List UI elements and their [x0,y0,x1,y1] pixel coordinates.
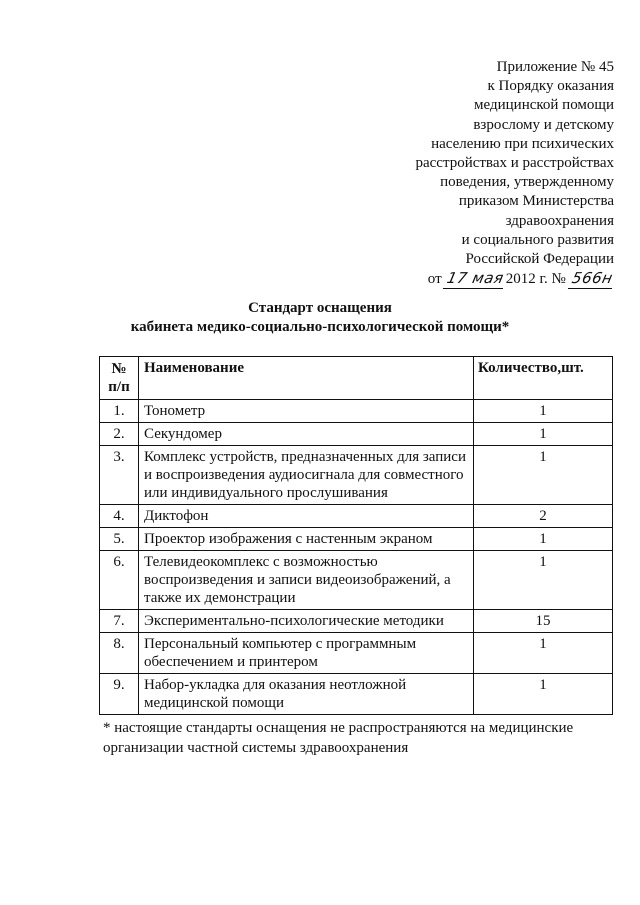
appendix-line: здравоохранения [505,212,614,229]
table-row [100,400,613,423]
appendix-line: медицинской помощи [474,97,614,114]
table-row [100,446,613,505]
date-prefix: от [427,271,442,288]
appendix-line: и социального развития [461,231,614,248]
row-quantity: 1 [474,423,613,446]
footnote: * настоящие стандарты оснащения не распространяются на медицинские организации частной системы здравоохранения [103,720,574,756]
row-number: 8. [100,633,139,674]
row-number: 6. [100,551,139,610]
row-name: Секундомер [139,423,474,446]
row-name: Комплекс устройств, предназначенных для записи и воспроизведения аудиосигнала для совместного или индивидуального прослушивания [139,446,474,505]
appendix-line: населению при психических [431,135,614,152]
row-number: 3. [100,446,139,505]
order-date-line [314,269,614,289]
appendix-line: Приложение № 45 [496,59,614,75]
table-row [100,423,613,446]
row-quantity: 1 [474,633,613,674]
row-name: Проектор изображения с настенным экраном [139,528,474,551]
appendix-line: расстройствах и расстройствах [415,155,614,172]
appendix-line: Российской Федерации [465,251,614,268]
row-number: 2. [100,423,139,446]
table-row [100,505,613,528]
table-row [100,633,613,674]
header-quantity: Количество,шт. [474,357,613,400]
row-quantity: 2 [474,505,613,528]
appendix-line: поведения, утвержденному [440,174,614,191]
row-number: 4. [100,505,139,528]
row-quantity: 1 [474,551,613,610]
appendix-line: взрослому и детскому [473,116,614,133]
row-quantity: 15 [474,610,613,633]
equipment-table [99,356,613,715]
row-name: Тонометр [139,400,474,423]
appendix-header [314,58,614,289]
handwritten-date: 17 мая [443,269,508,289]
row-quantity: 1 [474,674,613,715]
row-quantity: 1 [474,446,613,505]
row-name: Телевидеокомплекс с возможностью воспроизведения и записи видеоизображений, а также их демонстрации [139,551,474,610]
row-number: 9. [100,674,139,715]
header-number [100,357,139,400]
document-title [0,299,640,337]
table-row [100,610,613,633]
row-number: 5. [100,528,139,551]
row-name: Персональный компьютер с программным обеспечением и принтером [139,633,474,674]
header-name: Наименование [139,357,474,400]
table-body [100,400,613,715]
handwritten-order-number: 566н [567,269,616,289]
table-row [100,528,613,551]
row-number: 1. [100,400,139,423]
appendix-line: приказом Министерства [458,193,614,210]
row-quantity: 1 [474,528,613,551]
title-line-2: кабинета медико-социально-психологической помощи* [130,319,510,335]
table-row [100,551,613,610]
appendix-line: к Порядку оказания [487,78,614,95]
date-suffix: 2012 г. № [505,271,566,288]
row-name: Диктофон [139,505,474,528]
header-number-line-2: п/п [108,379,130,395]
table-header-row [100,357,613,400]
row-name: Экспериментально-психологические методики [139,610,474,633]
title-line-1: Стандарт оснащения [248,300,392,316]
table-row [100,674,613,715]
header-number-line-1: № [111,361,127,377]
row-name: Набор-укладка для оказания неотложной медицинской помощи [139,674,474,715]
row-number: 7. [100,610,139,633]
row-quantity: 1 [474,400,613,423]
